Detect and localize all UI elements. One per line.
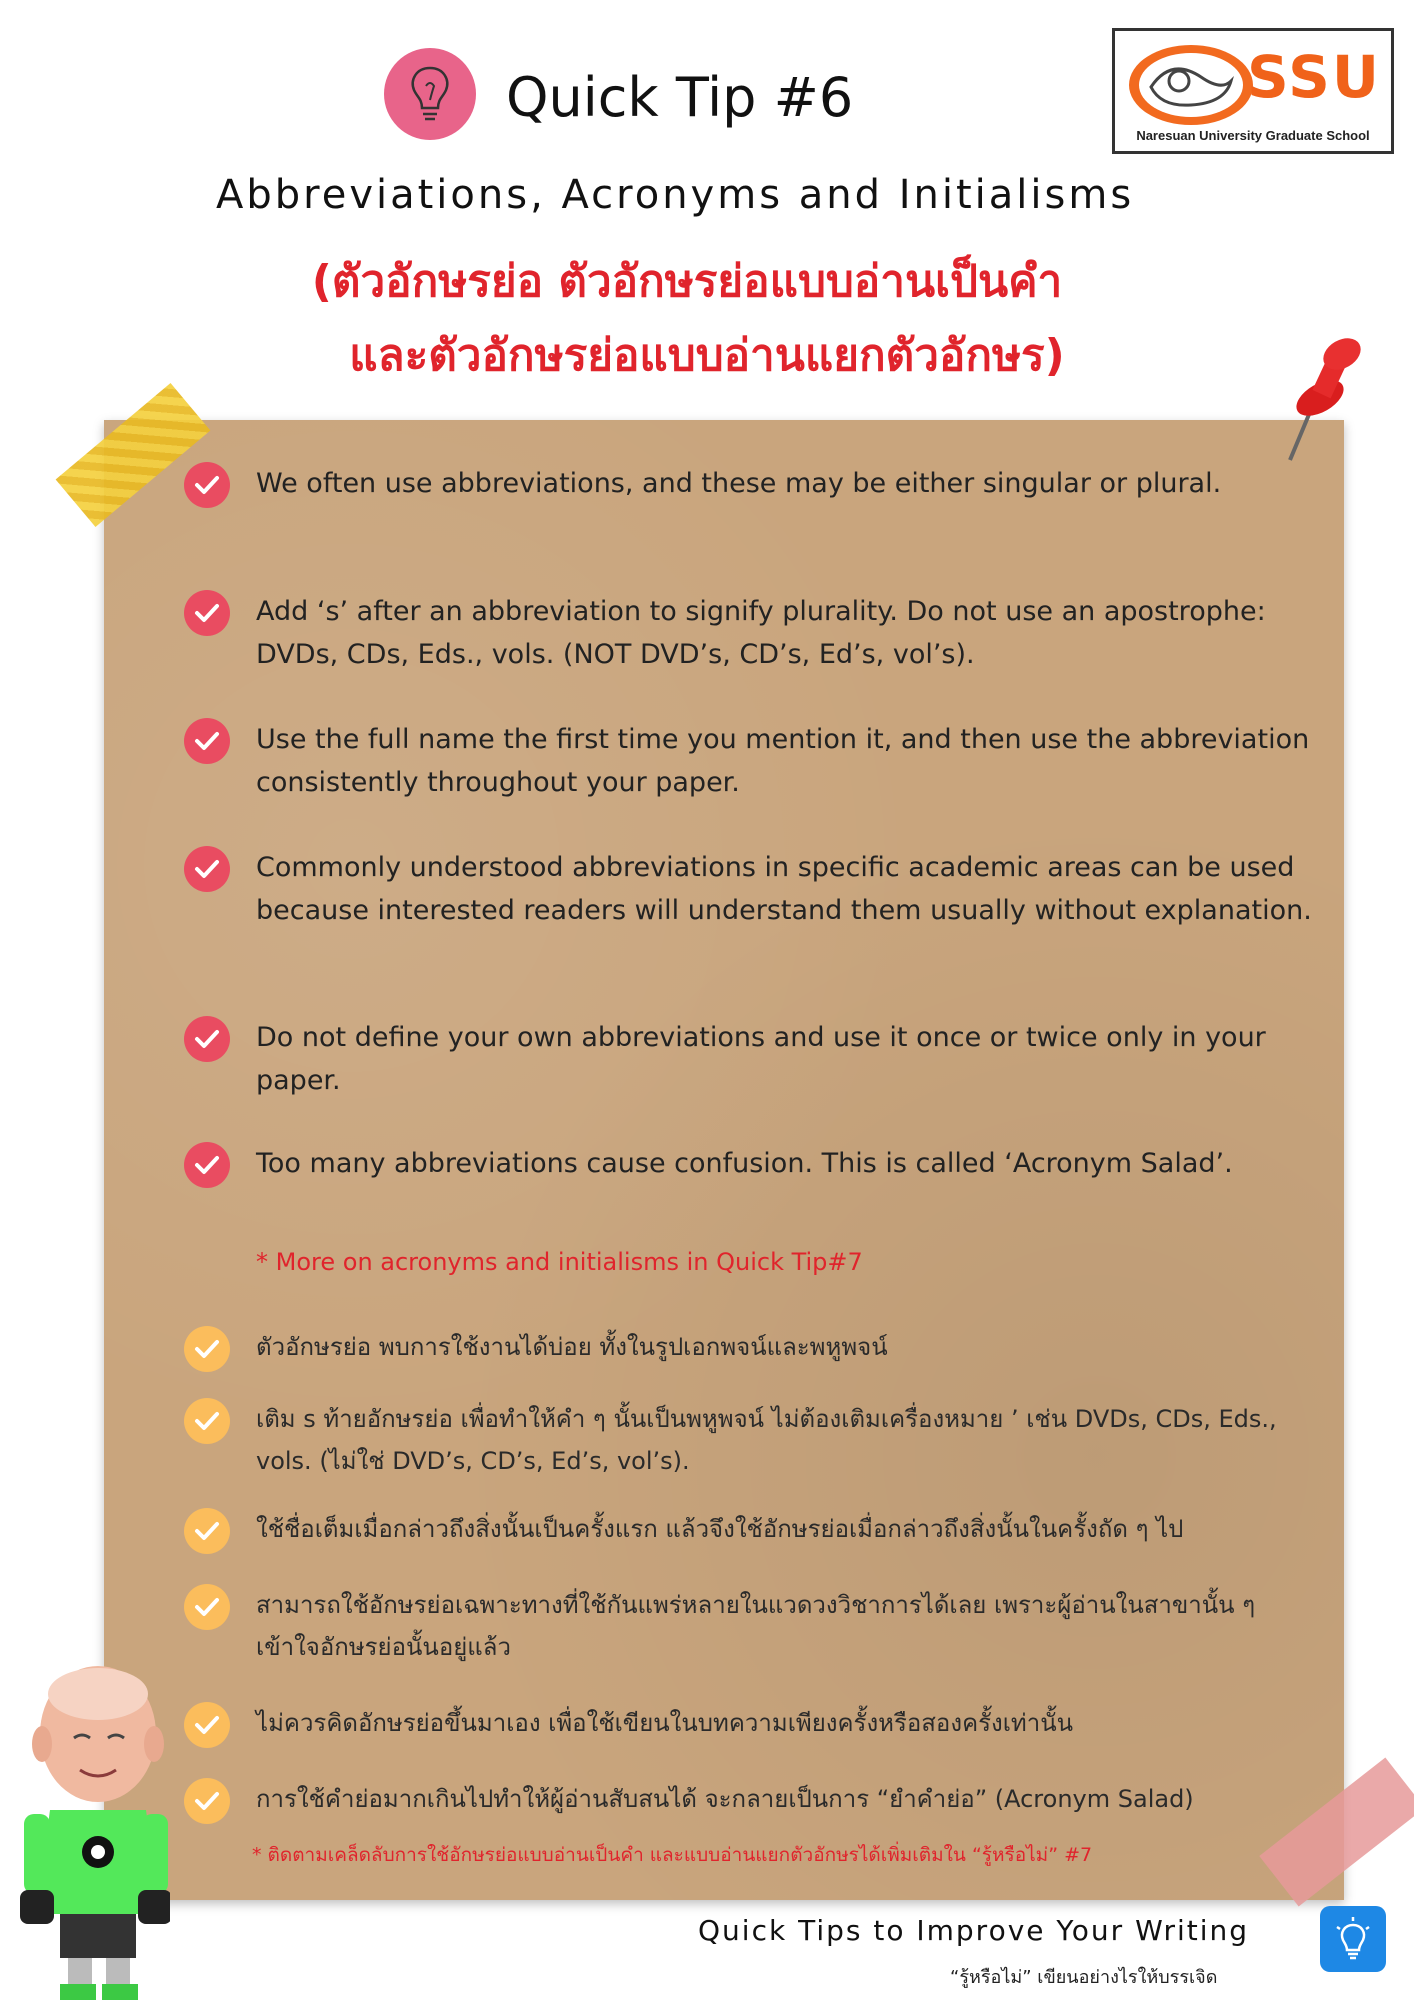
tip-text: ไม่ควรคิดอักษรย่อขึ้นมาเอง เพื่อใช้เขียนในบทความเพียงครั้งหรือสองครั้งเท่านั้น (256, 1709, 1074, 1737)
check-icon (184, 1778, 230, 1824)
footer-title: Quick Tips to Improve Your Writing (698, 1914, 1250, 1947)
tip-text: Too many abbreviations cause confusion. This is called ‘Acronym Salad’. (256, 1148, 1233, 1179)
tip-text: ตัวอักษรย่อ พบการใช้งานได้บ่อย ทั้งในรูปเอกพจน์และพหูพจน์ (256, 1333, 888, 1361)
tip-text: We often use abbreviations, and these may be either singular or plural. (256, 468, 1222, 499)
check-icon (184, 462, 230, 508)
subtitle-thai-line1: (ตัวอักษรย่อ ตัวอักษรย่อแบบอ่านเป็นคำ (311, 256, 1063, 307)
lightbulb-icon (384, 48, 476, 140)
check-icon (184, 1142, 230, 1188)
tip-text: Add ‘s’ after an abbreviation to signify plurality. Do not use an apostrophe: DVDs, CDs, Eds., vols. (NOT DVD’s, CD’s, Ed’s, vol’s). (256, 596, 1266, 670)
check-icon (184, 1702, 230, 1748)
tip-text: Use the full name the first time you mention it, and then use the abbreviation consistently throughout your paper. (256, 724, 1310, 798)
check-icon (184, 846, 230, 892)
tip-text: สามารถใช้อักษรย่อเฉพาะทางที่ใช้กันแพร่หลายในแวดวงวิชาการได้เลย เพราะผู้อ่านในสาขานั้น ๆ เข้าใจอักษรย่อนั้นอยู่แล้ว (256, 1591, 1256, 1661)
subtitle-english: Abbreviations, Acronyms and Initialisms (216, 172, 1135, 218)
check-icon (184, 1326, 230, 1372)
mascot-illustration (20, 1664, 170, 2000)
page-title: Quick Tip #6 (506, 66, 854, 129)
check-icon (184, 1398, 230, 1444)
tip-text: เติม s ท้ายอักษรย่อ เพื่อทำให้คำ ๆ นั้นเป็นพหูพจน์ ไม่ต้องเติมเครื่องหมาย ’ เช่น DVDs, CDs, Eds., vols. (ไม่ใช่ DVD’s, CD’s, Ed’s, vol’s). (256, 1405, 1277, 1475)
check-icon (184, 1508, 230, 1554)
tip-text: การใช้คำย่อมากเกินไปทำให้ผู้อ่านสับสนได้ จะกลายเป็นการ “ยำคำย่อ” (Acronym Salad) (256, 1785, 1194, 1813)
note-english: * More on acronyms and initialisms in Quick Tip#7 (256, 1248, 863, 1276)
subtitle-thai-line2: และตัวอักษรย่อแบบอ่านแยกตัวอักษร) (349, 330, 1065, 381)
logo-text: SSU (1246, 43, 1381, 111)
university-logo (1112, 28, 1394, 154)
check-icon (184, 1584, 230, 1630)
check-icon (184, 718, 230, 764)
footer-subtitle: “รู้หรือไม่” เขียนอย่างไรให้บรรเจิด (950, 1967, 1218, 1988)
note-thai: * ติดตามเคล็ดลับการใช้อักษรย่อแบบอ่านเป็นคำ และแบบอ่านแยกตัวอักษรได้เพิ่มเติมใน “รู้หรือไม่” #7 (252, 1844, 1093, 1866)
tip-text: ใช้ชื่อเต็มเมื่อกล่าวถึงสิ่งนั้นเป็นครั้งแรก แล้วจึงใช้อักษรย่อเมื่อกล่าวถึงสิ่งนั้นในครั้งถัด ๆ ไป (256, 1515, 1184, 1543)
logo-caption: Naresuan University Graduate School (1136, 128, 1370, 143)
check-icon (184, 590, 230, 636)
push-pin-icon (1276, 332, 1372, 468)
tip-text: Do not define your own abbreviations and use it once or twice only in your paper. (256, 1022, 1266, 1096)
check-icon (184, 1016, 230, 1062)
lightbulb-icon (1320, 1906, 1386, 1972)
tip-text: Commonly understood abbreviations in specific academic areas can be used because interested readers will understand them usually without explanation. (256, 852, 1312, 926)
